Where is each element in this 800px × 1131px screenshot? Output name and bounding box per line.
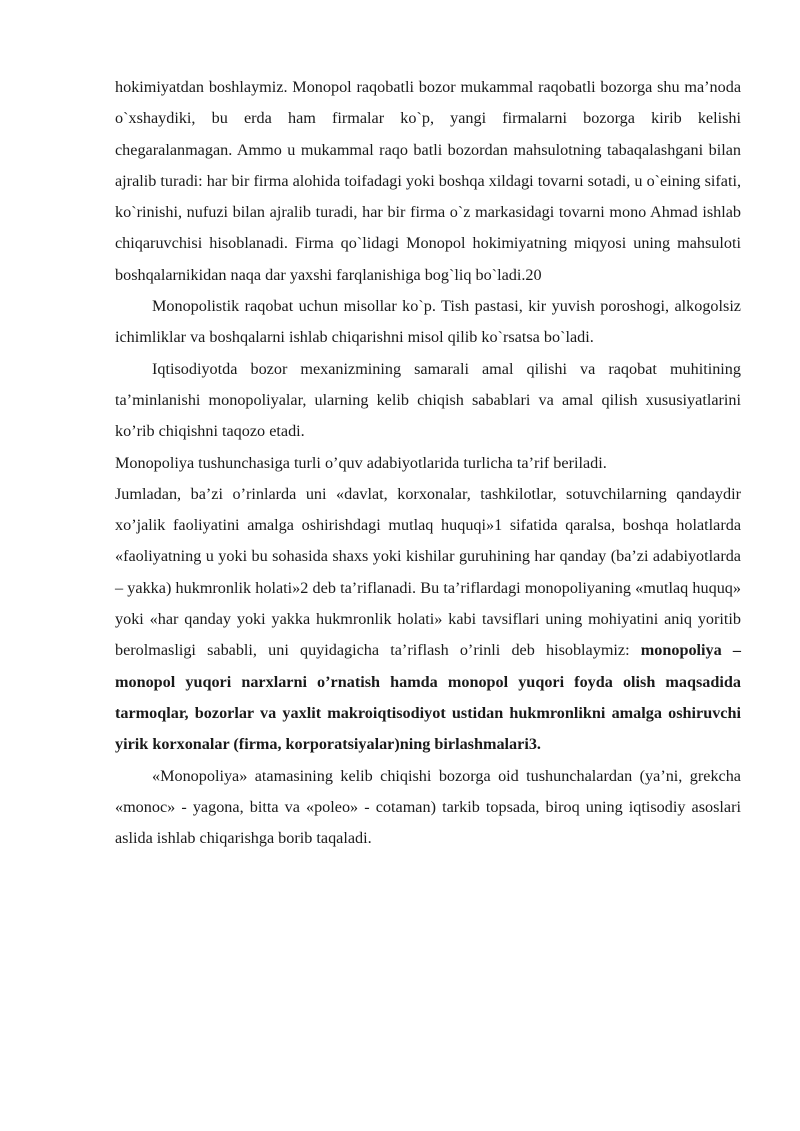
document-page [115, 72, 741, 854]
paragraph-4: Monopoliya tushunchasiga turli o’quv adabiyotlarida turlicha ta’rif beriladi. [115, 453, 607, 472]
paragraph-5 [115, 479, 741, 761]
paragraph-1: hokimiyatdan boshlaymiz. Monopol raqobatli bozor mukammal raqobatli bozorga shu ma’noda o`xshaydiki, bu erda ham firmalar ko`p, yangi firmalarni bozorga kirib kelishi chegaralanmagan. Ammo u mukammal raqo batli bozordan mahsulotning tabaqalashgani bilan ajralib turadi: har bir firma alohida toifadagi yoki boshqa xildagi tovarni sotadi, u o`eining sifati, ko`rinishi, nufuzi bilan ajralib turadi, har bir firma o`z markasidagi tovarni mono Ahmad ishlab chiqaruvchisi hisoblanadi. Firma qo`lidagi Monopol hokimiyatning miqyosi uning mahsuloti boshqalarnikidan naqa dar yaxshi farqlanishiga bog`liq bo`ladi.20 [115, 78, 741, 284]
paragraph-2: Monopolistik raqobat uchun misollar ko`p. Tish pastasi, kir yuvish poroshogi, alkogolsiz ichimliklar va boshqalarni ishlab chiqarishni misol qilib ko`rsatsa bo`ladi. [115, 297, 741, 347]
paragraph-3: Iqtisodiyotda bozor mexanizmining samarali amal qilishi va raqobat muhitining ta’minlanishi monopoliyalar, ularning kelib chiqish sabablari va amal qilish xususiyatlarini ko’rib chiqishni taqozo etadi. [115, 359, 741, 441]
monopoly-definition: monopoliya – monopol yuqori narxlarni o’rnatish hamda monopol yuqori foyda olish maqsadida tarmoqlar, bozorlar va yaxlit makroiqtisodiyot ustidan hukmronlikni amalga oshiruvchi yirik korxonalar (firma, korporatsiyalar)ning birlashmalari3. [115, 641, 741, 754]
paragraph-6: «Monopoliya» atamasining kelib chiqishi bozorga oid tushunchalardan (ya’ni, grekcha «monoc» - yagona, bitta va «poleo» - cotaman) tarkib topsada, biroq uning iqtisodiy asoslari aslida ishlab chiqarishga borib taqaladi. [115, 766, 741, 848]
paragraph-5-text: Jumladan, ba’zi o’rinlarda uni «davlat, korxonalar, tashkilotlar, sotuvchilarning qandaydir xo’jalik faoliyatini amalga oshirishdagi mutlaq huquqi»1 sifatida qaralsa, boshqa holatlarda «faoliyatning u yoki bu sohasida shaxs yoki kishilar guruhining har qanday (ba’zi adabiyotlarda – yakka) hukmronlik holati»2 deb ta’riflanadi. Bu ta’riflardagi monopoliyaning «mutlaq huquq» yoki «har qanday yoki yakka hukmronlik holati» kabi tavsiflari uning mohiyatini aniq yoritib berolmasligi sababli, uni quyidagicha ta’riflash o’rinli deb hisoblaymiz: [115, 484, 741, 660]
